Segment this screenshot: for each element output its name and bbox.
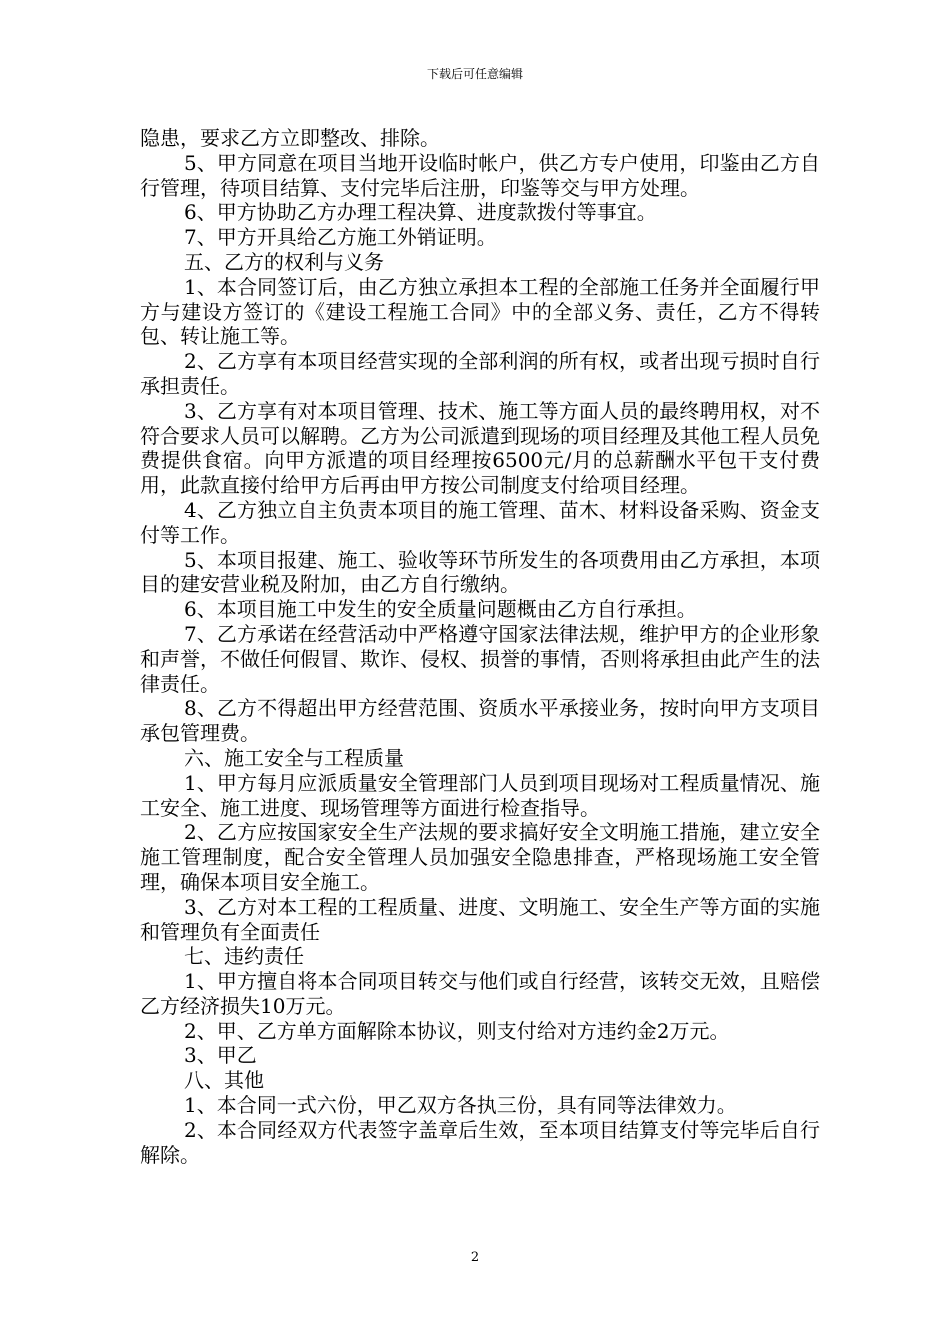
paragraph: 八、其他 [184,1068,264,1093]
paragraph: 2、乙方应按国家安全生产法规的要求搞好安全文明施工措施，建立安全施工管理制度，配合安全管理人员加强安全隐患排查，严格现场施工安全管理，确保本项目安全施工。 [140,820,820,894]
paragraph: 五、乙方的权利与义务 [184,249,384,274]
paragraph: 六、施工安全与工程质量 [184,745,404,770]
paragraph: 1、本合同一式六份，甲乙双方各执三份，具有同等法律效力。 [184,1093,737,1118]
paragraph: 2、甲、乙方单方面解除本协议，则支付给对方违约金2万元。 [184,1018,730,1043]
paragraph: 2、乙方享有本项目经营实现的全部利润的所有权，或者出现亏损时自行承担责任。 [140,349,820,398]
page-number: 2 [470,1250,480,1265]
paragraph: 1、本合同签订后，由乙方独立承担本工程的全部施工任务并全面履行甲方与建设方签订的《建设工程施工合同》中的全部义务、责任，乙方不得转包、转让施工等。 [140,274,820,349]
paragraph: 5、甲方同意在项目当地开设临时帐户，供乙方专户使用，印鉴由乙方自行管理，待项目结算、支付完毕后注册，印鉴等交与甲方处理。 [140,150,820,200]
paragraph: 7、乙方承诺在经营活动中严格遵守国家法律法规，维护甲方的企业形象和声誉，不做任何假冒、欺诈、侵权、损誉的事情，否则将承担由此产生的法律责任。 [140,621,820,696]
paragraph: 4、乙方独立自主负责本项目的施工管理、苗木、材料设备采购、资金支付等工作。 [140,497,820,547]
document-body [140,126,820,1167]
paragraph: 2、本合同经双方代表签字盖章后生效，至本项目结算支付等完毕后自行解除。 [140,1117,820,1167]
paragraph: 3、乙方享有对本项目管理、技术、施工等方面人员的最终聘用权，对不符合要求人员可以解聘。乙方为公司派遣到现场的项目经理及其他工程人员免费提供食宿。向甲方派遣的项目经理按6500元/月的总薪酬水平包干支付费用，此款直接付给甲方后再由甲方按公司制度支付给项目经理。 [140,398,820,498]
paragraph: 1、甲方擅自将本合同项目转交与他们或自行经营，该转交无效，且赔偿乙方经济损失10万元。 [140,969,820,1018]
paragraph: 5、本项目报建、施工、验收等环节所发生的各项费用由乙方承担，本项目的建安营业税及附加，由乙方自行缴纳。 [140,547,820,597]
paragraph: 7、甲方开具给乙方施工外销证明。 [184,225,497,250]
paragraph: 七、违约责任 [184,944,304,969]
paragraph: 3、甲乙 [184,1043,257,1068]
page-header: 下载后可任意编辑 [426,67,523,81]
paragraph: 6、甲方协助乙方办理工程决算、进度款拨付等事宜。 [184,200,657,225]
paragraph: 3、乙方对本工程的工程质量、进度、文明施工、安全生产等方面的实施和管理负有全面责任 [140,894,820,944]
paragraph: 8、乙方不得超出甲方经营范围、资质水平承接业务，按时向甲方支项目承包管理费。 [140,696,820,746]
paragraph: 1、甲方每月应派质量安全管理部门人员到项目现场对工程质量情况、施工安全、施工进度、现场管理等方面进行检查指导。 [140,770,820,820]
paragraph: 6、本项目施工中发生的安全质量问题概由乙方自行承担。 [184,597,697,622]
paragraph: 隐患，要求乙方立即整改、排除。 [140,126,440,150]
